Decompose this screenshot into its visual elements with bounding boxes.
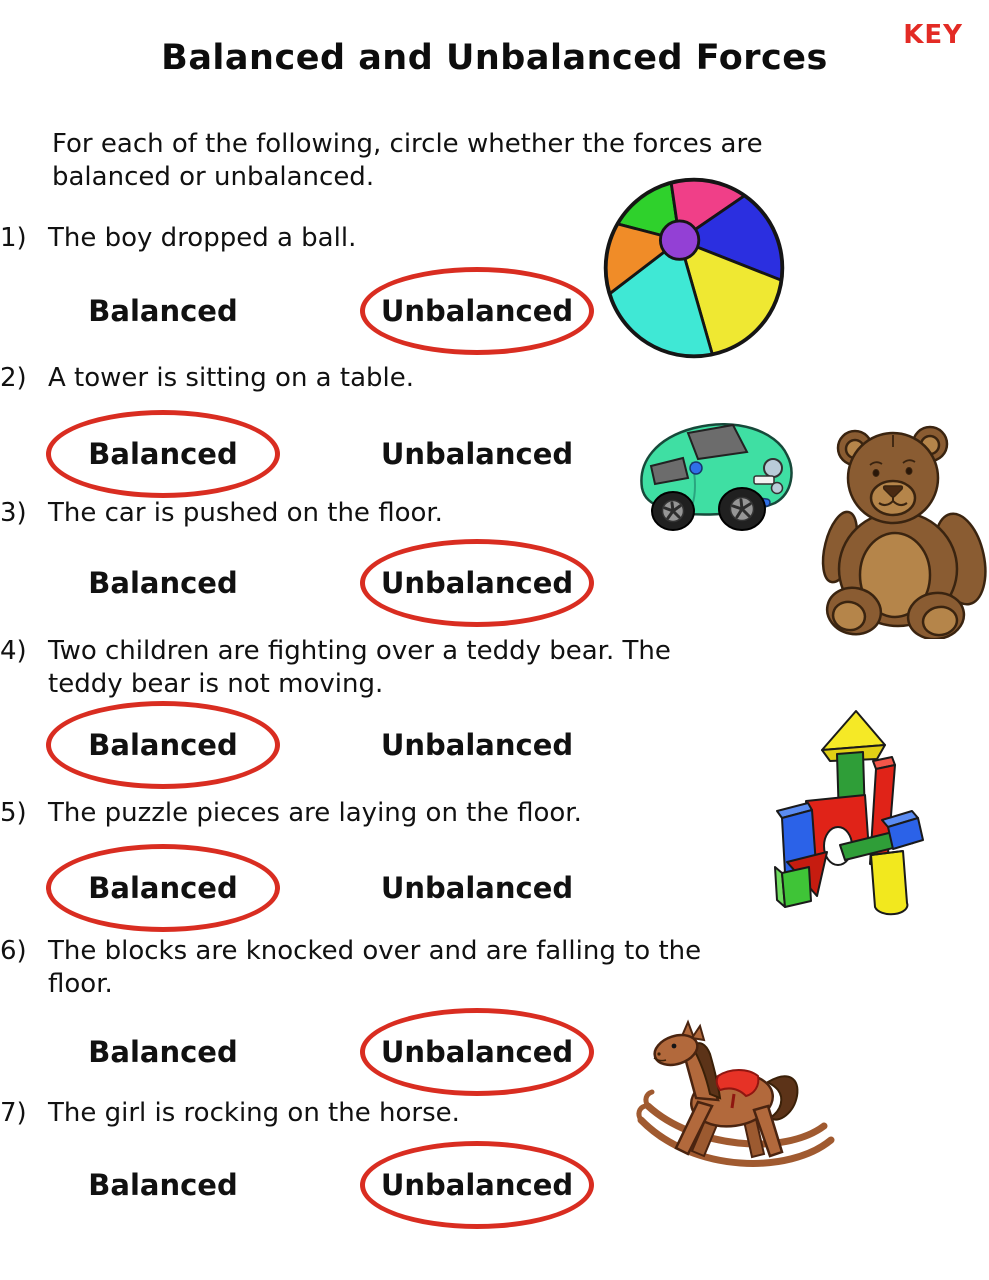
option-unbalanced-q7[interactable] [377, 1168, 577, 1202]
option-label: Balanced [88, 728, 238, 762]
option-unbalanced-q5[interactable] [377, 871, 577, 905]
option-balanced-q7[interactable] [63, 1168, 263, 1202]
question-text: A tower is sitting on a table. [48, 363, 414, 393]
option-label: Unbalanced [380, 566, 574, 600]
question-3 [0, 497, 728, 530]
option-balanced-q6[interactable] [63, 1035, 263, 1069]
question-number: 1) [0, 223, 27, 253]
question-number: 3) [0, 498, 27, 528]
question-number: 6) [0, 936, 27, 966]
question-text: The car is pushed on the floor. [48, 498, 443, 528]
question-number: 7) [0, 1098, 27, 1128]
teddy-bear-image [810, 417, 989, 639]
question-number: 2) [0, 363, 27, 393]
toy-blocks-image [766, 704, 938, 918]
page-title: Balanced and Unbalanced Forces [161, 38, 828, 78]
key-label: KEY [903, 20, 963, 50]
option-label: Balanced [88, 1035, 238, 1069]
instructions-text: For each of the following, circle whether the forces are balanced or unbalanced. [52, 129, 763, 192]
option-label: Balanced [88, 437, 238, 471]
option-label: Balanced [88, 566, 238, 600]
option-label: Unbalanced [380, 871, 574, 905]
question-2 [0, 362, 728, 395]
option-balanced-q4[interactable] [63, 728, 263, 762]
option-unbalanced-q2[interactable] [377, 437, 577, 471]
option-label: Unbalanced [380, 1035, 574, 1069]
option-balanced-q5[interactable] [63, 871, 263, 905]
question-number: 5) [0, 798, 27, 828]
question-5 [0, 797, 728, 830]
option-label: Unbalanced [380, 728, 574, 762]
option-label: Balanced [88, 1168, 238, 1202]
question-7 [0, 1097, 668, 1130]
option-label: Unbalanced [380, 437, 574, 471]
question-text: The blocks are knocked over and are falling to the floor. [48, 936, 702, 999]
option-balanced-q2[interactable] [63, 437, 263, 471]
option-balanced-q1[interactable] [63, 294, 263, 328]
option-unbalanced-q4[interactable] [377, 728, 577, 762]
question-text: The boy dropped a ball. [48, 223, 357, 253]
question-text: The girl is rocking on the horse. [48, 1098, 460, 1128]
option-balanced-q3[interactable] [63, 566, 263, 600]
option-label: Balanced [88, 294, 238, 328]
option-label: Balanced [88, 871, 238, 905]
option-label: Unbalanced [380, 1168, 574, 1202]
option-unbalanced-q1[interactable] [377, 294, 577, 328]
question-text: Two children are fighting over a teddy bear. The teddy bear is not moving. [48, 636, 671, 699]
question-4 [0, 635, 728, 700]
option-unbalanced-q3[interactable] [377, 566, 577, 600]
option-unbalanced-q6[interactable] [377, 1035, 577, 1069]
question-number: 4) [0, 636, 27, 666]
option-label: Unbalanced [380, 294, 574, 328]
question-text: The puzzle pieces are laying on the floor. [48, 798, 582, 828]
question-6 [0, 935, 758, 1000]
beach-ball-image [598, 172, 790, 364]
